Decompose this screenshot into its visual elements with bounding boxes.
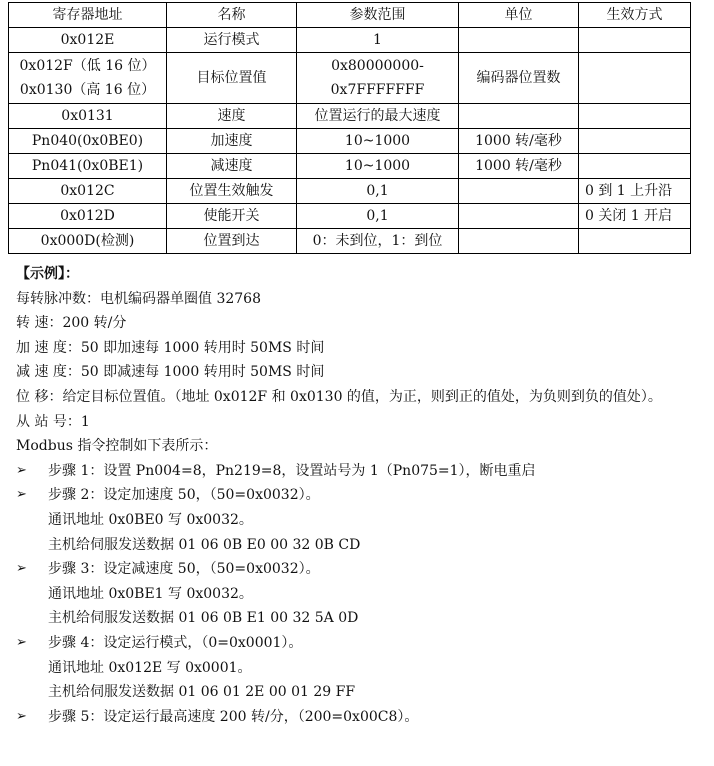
cell-unit [459,229,579,254]
arrow-bullet-icon: ➢ [16,634,27,650]
cell-effect [579,104,691,129]
cell-effect [579,53,691,104]
pulses-per-rev: 每转脉冲数：电机编码器单圈值 32768 [16,290,261,307]
step-1 [16,459,696,484]
cell-name: 加速度 [167,129,297,154]
cell-effect: 0 到 1 上升沿 [579,179,691,204]
step-3-text: 步骤 3：设定减速度 50，（50=0x0032）。 [48,561,320,578]
cell-effect [579,129,691,154]
cell-unit [459,204,579,229]
modbus-intro: Modbus 指令控制如下表所示： [16,438,218,455]
step-5-text: 步骤 5：设定运行最高速度 200 转/分，（200=0x00C8）。 [48,708,419,725]
table-row [9,204,691,229]
arrow-bullet-icon: ➢ [16,462,27,478]
accel-line: 加 速 度：50 即加速每 1000 转用时 50MS 时间 [16,339,325,356]
step-2-text: 步骤 2：设定加速度 50，（50=0x0032）。 [48,487,320,504]
cell-effect [579,154,691,179]
cell-range: 10~1000 [297,154,459,179]
step-4-address: 通讯地址 0x012E 写 0x0001。 [48,659,252,676]
register-table [8,2,691,254]
cell-effect [579,229,691,254]
example-section [16,262,696,729]
step-4-text: 步骤 4：设定运行模式，（0=0x0001）。 [48,634,303,651]
step-4 [16,631,696,656]
cell-unit: 1000 转/毫秒 [459,154,579,179]
cell-range: 位置运行的最大速度 [297,104,459,129]
step-2 [16,483,696,508]
cell-name: 运行模式 [167,28,297,53]
cell-name: 位置生效触发 [167,179,297,204]
cell-address: 0x012C [9,179,167,204]
cell-address: 0x012E [9,28,167,53]
table-row [9,154,691,179]
cell-address: 0x012D [9,204,167,229]
step-2-data: 主机给伺服发送数据 01 06 0B E0 00 32 0B CD [48,536,361,553]
cell-address: Pn040(0x0BE0) [9,129,167,154]
step-3-data: 主机给伺服发送数据 01 06 0B E1 00 32 5A 0D [48,610,359,627]
header-unit: 单位 [459,3,579,28]
cell-range: 0：未到位，1：到位 [297,229,459,254]
cell-unit [459,179,579,204]
cell-name: 目标位置值 [167,53,297,104]
cell-effect [579,28,691,53]
header-effect: 生效方式 [579,3,691,28]
table-header-row [9,3,691,28]
speed-line: 转 速：200 转/分 [16,315,127,332]
cell-unit: 编码器位置数 [459,53,579,104]
step-3 [16,557,696,582]
step-5 [16,705,696,730]
example-heading: 【示例】： [16,266,79,282]
arrow-bullet-icon: ➢ [16,487,27,503]
header-name: 名称 [167,3,297,28]
cell-name: 使能开关 [167,204,297,229]
cell-range: 10~1000 [297,129,459,154]
table-row [9,229,691,254]
header-range: 参数范围 [297,3,459,28]
step-3-address: 通讯地址 0x0BE1 写 0x0032。 [48,585,253,602]
cell-range: 1 [297,28,459,53]
range-min: 0x80000000- [331,58,424,74]
cell-address [9,53,167,104]
address-high: 0x0130（高 16 位） [19,82,156,98]
cell-address: Pn041(0x0BE1) [9,154,167,179]
table-row [9,28,691,53]
cell-range: 0,1 [297,179,459,204]
cell-unit [459,104,579,129]
arrow-bullet-icon: ➢ [16,708,27,724]
header-address: 寄存器地址 [9,3,167,28]
table-row [9,179,691,204]
cell-name: 减速度 [167,154,297,179]
table-row [9,129,691,154]
cell-name: 位置到达 [167,229,297,254]
step-4-data: 主机给伺服发送数据 01 06 01 2E 00 01 29 FF [48,684,356,701]
cell-name: 速度 [167,104,297,129]
table-row [9,104,691,129]
arrow-bullet-icon: ➢ [16,561,27,577]
cell-address: 0x000D(检测) [9,229,167,254]
decel-line: 减 速 度：50 即减速每 1000 转用时 50MS 时间 [16,364,325,381]
cell-effect: 0 关闭 1 开启 [579,204,691,229]
range-max: 0x7FFFFFFF [330,82,425,98]
cell-address: 0x0131 [9,104,167,129]
cell-range: 0,1 [297,204,459,229]
cell-unit: 1000 转/毫秒 [459,129,579,154]
step-2-address: 通讯地址 0x0BE0 写 0x0032。 [48,511,253,528]
table-row [9,53,691,104]
address-low: 0x012F（低 16 位） [19,58,156,74]
cell-unit [459,28,579,53]
step-1-text: 步骤 1：设置 Pn004=8，Pn219=8，设置站号为 1（Pn075=1），断电重启 [48,462,536,479]
position-line: 位 移：给定目标位置值。（地址 0x012F 和 0x0130 的值，为正，则到正的值处，为负则到负的值处）。 [16,388,662,405]
slave-id-line: 从 站 号：1 [16,413,90,430]
cell-range [297,53,459,104]
